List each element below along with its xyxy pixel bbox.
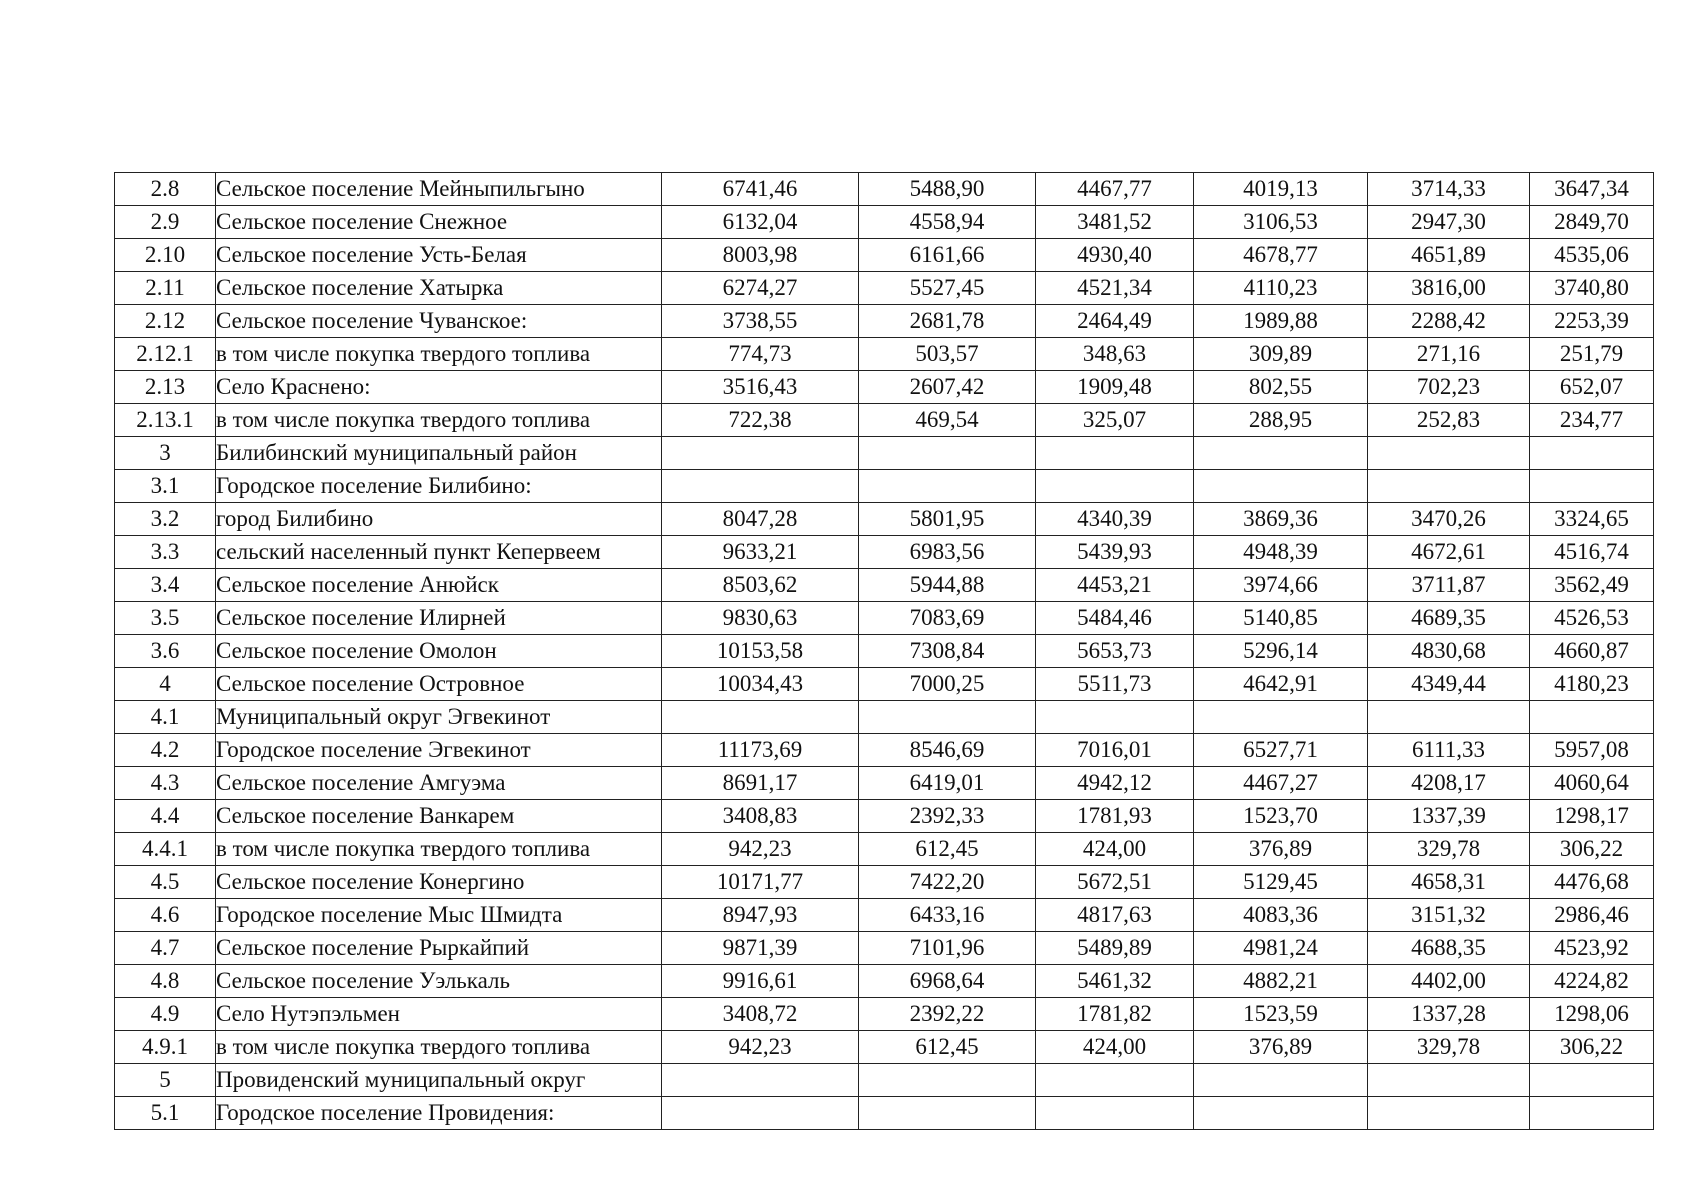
table-row: [115, 734, 1654, 767]
value-cell: 5672,51: [1036, 866, 1194, 899]
value-cell: 8047,28: [662, 503, 859, 536]
value-cell: 9871,39: [662, 932, 859, 965]
value-cell: 612,45: [859, 1031, 1036, 1064]
value-cell: 4060,64: [1530, 767, 1654, 800]
row-number: 3.4: [115, 569, 216, 602]
settlement-name: Сельское поселение Анюйск: [216, 569, 662, 602]
value-cell: 3481,52: [1036, 206, 1194, 239]
value-cell: 4476,68: [1530, 866, 1654, 899]
value-cell: [1368, 437, 1530, 470]
value-cell: 5944,88: [859, 569, 1036, 602]
value-cell: 942,23: [662, 1031, 859, 1064]
value-cell: 7308,84: [859, 635, 1036, 668]
settlement-name: Городское поселение Провидения:: [216, 1097, 662, 1130]
value-cell: [1194, 437, 1368, 470]
value-cell: 2464,49: [1036, 305, 1194, 338]
value-cell: [1194, 1097, 1368, 1130]
value-cell: 6161,66: [859, 239, 1036, 272]
value-cell: [859, 1064, 1036, 1097]
value-cell: 7000,25: [859, 668, 1036, 701]
value-cell: 6527,71: [1194, 734, 1368, 767]
settlement-name: Сельское поселение Ванкарем: [216, 800, 662, 833]
value-cell: 1298,06: [1530, 998, 1654, 1031]
value-cell: 7083,69: [859, 602, 1036, 635]
value-cell: [1530, 437, 1654, 470]
value-cell: 4651,89: [1368, 239, 1530, 272]
value-cell: 10153,58: [662, 635, 859, 668]
table-row: [115, 206, 1654, 239]
settlement-name: Село Краснено:: [216, 371, 662, 404]
value-cell: 4453,21: [1036, 569, 1194, 602]
value-cell: 329,78: [1368, 1031, 1530, 1064]
value-cell: 3562,49: [1530, 569, 1654, 602]
value-cell: 5801,95: [859, 503, 1036, 536]
settlement-name: Муниципальный округ Эгвекинот: [216, 701, 662, 734]
value-cell: 4830,68: [1368, 635, 1530, 668]
settlement-name: Сельское поселение Рыркайпий: [216, 932, 662, 965]
row-number: 4.9: [115, 998, 216, 1031]
value-cell: 774,73: [662, 338, 859, 371]
value-cell: 4930,40: [1036, 239, 1194, 272]
value-cell: 1781,93: [1036, 800, 1194, 833]
value-cell: 8503,62: [662, 569, 859, 602]
value-cell: 9916,61: [662, 965, 859, 998]
value-cell: [859, 437, 1036, 470]
value-cell: 2681,78: [859, 305, 1036, 338]
value-cell: 2288,42: [1368, 305, 1530, 338]
settlement-name: в том числе покупка твердого топлива: [216, 338, 662, 371]
value-cell: [1194, 470, 1368, 503]
value-cell: 3408,72: [662, 998, 859, 1031]
value-cell: 3974,66: [1194, 569, 1368, 602]
row-number: 4.5: [115, 866, 216, 899]
value-cell: 3408,83: [662, 800, 859, 833]
settlement-name: сельский населенный пункт Кепервеем: [216, 536, 662, 569]
table-row: [115, 965, 1654, 998]
value-cell: 4660,87: [1530, 635, 1654, 668]
row-number: 4.4.1: [115, 833, 216, 866]
table-row: [115, 998, 1654, 1031]
value-cell: 376,89: [1194, 833, 1368, 866]
value-cell: 652,07: [1530, 371, 1654, 404]
tariff-table: [114, 172, 1654, 1130]
value-cell: 1523,59: [1194, 998, 1368, 1031]
value-cell: 10034,43: [662, 668, 859, 701]
table-row: [115, 272, 1654, 305]
settlement-name: Городское поселение Мыс Шмидта: [216, 899, 662, 932]
value-cell: 234,77: [1530, 404, 1654, 437]
value-cell: 702,23: [1368, 371, 1530, 404]
value-cell: 6983,56: [859, 536, 1036, 569]
value-cell: 5140,85: [1194, 602, 1368, 635]
value-cell: 3816,00: [1368, 272, 1530, 305]
value-cell: [1036, 470, 1194, 503]
value-cell: 5484,46: [1036, 602, 1194, 635]
value-cell: 4642,91: [1194, 668, 1368, 701]
value-cell: 7016,01: [1036, 734, 1194, 767]
settlement-name: Сельское поселение Уэлькаль: [216, 965, 662, 998]
table-row: [115, 866, 1654, 899]
value-cell: 7101,96: [859, 932, 1036, 965]
settlement-name: Сельское поселение Омолон: [216, 635, 662, 668]
value-cell: 722,38: [662, 404, 859, 437]
value-cell: 5653,73: [1036, 635, 1194, 668]
value-cell: 5957,08: [1530, 734, 1654, 767]
value-cell: 424,00: [1036, 1031, 1194, 1064]
table-row: [115, 1064, 1654, 1097]
value-cell: [1368, 1097, 1530, 1130]
table-row: [115, 503, 1654, 536]
settlement-name: Сельское поселение Хатырка: [216, 272, 662, 305]
value-cell: 3647,34: [1530, 173, 1654, 206]
table-row: [115, 767, 1654, 800]
settlement-name: Сельское поселение Усть-Белая: [216, 239, 662, 272]
row-number: 4.7: [115, 932, 216, 965]
table-row: [115, 602, 1654, 635]
value-cell: 6132,04: [662, 206, 859, 239]
table-row: [115, 569, 1654, 602]
row-number: 2.12: [115, 305, 216, 338]
table-row: [115, 470, 1654, 503]
row-number: 2.10: [115, 239, 216, 272]
value-cell: [662, 1064, 859, 1097]
value-cell: 2253,39: [1530, 305, 1654, 338]
value-cell: 4349,44: [1368, 668, 1530, 701]
settlement-name: Провиденский муниципальный округ: [216, 1064, 662, 1097]
value-cell: 2849,70: [1530, 206, 1654, 239]
value-cell: 309,89: [1194, 338, 1368, 371]
table-row: [115, 239, 1654, 272]
value-cell: 2607,42: [859, 371, 1036, 404]
value-cell: 4526,53: [1530, 602, 1654, 635]
value-cell: [1194, 701, 1368, 734]
row-number: 4.9.1: [115, 1031, 216, 1064]
table-row: [115, 437, 1654, 470]
value-cell: 802,55: [1194, 371, 1368, 404]
value-cell: 7422,20: [859, 866, 1036, 899]
row-number: 3: [115, 437, 216, 470]
value-cell: 1298,17: [1530, 800, 1654, 833]
row-number: 3.2: [115, 503, 216, 536]
value-cell: 4224,82: [1530, 965, 1654, 998]
table-row: [115, 635, 1654, 668]
value-cell: 6433,16: [859, 899, 1036, 932]
row-number: 3.1: [115, 470, 216, 503]
value-cell: 6741,46: [662, 173, 859, 206]
value-cell: 5461,32: [1036, 965, 1194, 998]
value-cell: 329,78: [1368, 833, 1530, 866]
table-row: [115, 338, 1654, 371]
value-cell: 4516,74: [1530, 536, 1654, 569]
value-cell: 271,16: [1368, 338, 1530, 371]
value-cell: 3740,80: [1530, 272, 1654, 305]
value-cell: 6419,01: [859, 767, 1036, 800]
value-cell: 4019,13: [1194, 173, 1368, 206]
value-cell: [662, 701, 859, 734]
value-cell: 3869,36: [1194, 503, 1368, 536]
value-cell: 3516,43: [662, 371, 859, 404]
value-cell: 10171,77: [662, 866, 859, 899]
value-cell: 4340,39: [1036, 503, 1194, 536]
row-number: 2.8: [115, 173, 216, 206]
row-number: 2.9: [115, 206, 216, 239]
value-cell: [1036, 437, 1194, 470]
value-cell: 3738,55: [662, 305, 859, 338]
value-cell: 4521,34: [1036, 272, 1194, 305]
value-cell: 3151,32: [1368, 899, 1530, 932]
value-cell: 4672,61: [1368, 536, 1530, 569]
value-cell: 4558,94: [859, 206, 1036, 239]
settlement-name: в том числе покупка твердого топлива: [216, 833, 662, 866]
value-cell: [1368, 470, 1530, 503]
value-cell: 325,07: [1036, 404, 1194, 437]
table-row: [115, 800, 1654, 833]
settlement-name: город Билибино: [216, 503, 662, 536]
value-cell: 6968,64: [859, 965, 1036, 998]
value-cell: 942,23: [662, 833, 859, 866]
value-cell: 3324,65: [1530, 503, 1654, 536]
value-cell: 8691,17: [662, 767, 859, 800]
value-cell: [1194, 1064, 1368, 1097]
value-cell: 376,89: [1194, 1031, 1368, 1064]
table-row: [115, 1097, 1654, 1130]
table-row: [115, 701, 1654, 734]
value-cell: 306,22: [1530, 1031, 1654, 1064]
value-cell: [662, 1097, 859, 1130]
value-cell: 424,00: [1036, 833, 1194, 866]
value-cell: 306,22: [1530, 833, 1654, 866]
settlement-name: в том числе покупка твердого топлива: [216, 404, 662, 437]
value-cell: 8546,69: [859, 734, 1036, 767]
row-number: 4.3: [115, 767, 216, 800]
value-cell: 4658,31: [1368, 866, 1530, 899]
row-number: 5.1: [115, 1097, 216, 1130]
value-cell: 2947,30: [1368, 206, 1530, 239]
settlement-name: Сельское поселение Чуванское:: [216, 305, 662, 338]
row-number: 4.2: [115, 734, 216, 767]
value-cell: 4402,00: [1368, 965, 1530, 998]
value-cell: 4948,39: [1194, 536, 1368, 569]
value-cell: 348,63: [1036, 338, 1194, 371]
value-cell: 4942,12: [1036, 767, 1194, 800]
value-cell: [859, 470, 1036, 503]
table-row: [115, 305, 1654, 338]
row-number: 2.13: [115, 371, 216, 404]
value-cell: 4467,27: [1194, 767, 1368, 800]
value-cell: 2392,33: [859, 800, 1036, 833]
value-cell: 2986,46: [1530, 899, 1654, 932]
value-cell: 1337,39: [1368, 800, 1530, 833]
value-cell: 5296,14: [1194, 635, 1368, 668]
value-cell: 4535,06: [1530, 239, 1654, 272]
row-number: 2.11: [115, 272, 216, 305]
value-cell: [859, 701, 1036, 734]
row-number: 3.3: [115, 536, 216, 569]
value-cell: 6111,33: [1368, 734, 1530, 767]
value-cell: [859, 1097, 1036, 1130]
value-cell: 469,54: [859, 404, 1036, 437]
table-row: [115, 833, 1654, 866]
value-cell: 2392,22: [859, 998, 1036, 1031]
value-cell: 6274,27: [662, 272, 859, 305]
value-cell: 3106,53: [1194, 206, 1368, 239]
value-cell: 252,83: [1368, 404, 1530, 437]
table-row: [115, 1031, 1654, 1064]
value-cell: 11173,69: [662, 734, 859, 767]
table-row: [115, 899, 1654, 932]
value-cell: 1337,28: [1368, 998, 1530, 1031]
settlement-name: Сельское поселение Амгуэма: [216, 767, 662, 800]
value-cell: 5488,90: [859, 173, 1036, 206]
value-cell: 4180,23: [1530, 668, 1654, 701]
value-cell: 3714,33: [1368, 173, 1530, 206]
row-number: 4.1: [115, 701, 216, 734]
settlement-name: Городское поселение Билибино:: [216, 470, 662, 503]
value-cell: 288,95: [1194, 404, 1368, 437]
value-cell: 4981,24: [1194, 932, 1368, 965]
value-cell: 9633,21: [662, 536, 859, 569]
table-row: [115, 536, 1654, 569]
row-number: 4.4: [115, 800, 216, 833]
value-cell: 5439,93: [1036, 536, 1194, 569]
row-number: 3.5: [115, 602, 216, 635]
value-cell: 1781,82: [1036, 998, 1194, 1031]
value-cell: 4688,35: [1368, 932, 1530, 965]
settlement-name: Городское поселение Эгвекинот: [216, 734, 662, 767]
settlement-name: Сельское поселение Конергино: [216, 866, 662, 899]
value-cell: 251,79: [1530, 338, 1654, 371]
value-cell: [1036, 1064, 1194, 1097]
value-cell: 8947,93: [662, 899, 859, 932]
value-cell: 5527,45: [859, 272, 1036, 305]
value-cell: 5129,45: [1194, 866, 1368, 899]
settlement-name: Село Нутэпэльмен: [216, 998, 662, 1031]
row-number: 2.13.1: [115, 404, 216, 437]
value-cell: 9830,63: [662, 602, 859, 635]
value-cell: 4678,77: [1194, 239, 1368, 272]
value-cell: 3470,26: [1368, 503, 1530, 536]
table-row: [115, 371, 1654, 404]
table-row: [115, 668, 1654, 701]
value-cell: [1530, 1064, 1654, 1097]
value-cell: [662, 437, 859, 470]
value-cell: 4817,63: [1036, 899, 1194, 932]
row-number: 5: [115, 1064, 216, 1097]
value-cell: 1909,48: [1036, 371, 1194, 404]
row-number: 2.12.1: [115, 338, 216, 371]
row-number: 4: [115, 668, 216, 701]
table-row: [115, 932, 1654, 965]
table-body: [115, 173, 1654, 1130]
value-cell: [1368, 701, 1530, 734]
value-cell: [1530, 701, 1654, 734]
row-number: 4.6: [115, 899, 216, 932]
value-cell: 3711,87: [1368, 569, 1530, 602]
value-cell: 5489,89: [1036, 932, 1194, 965]
value-cell: 4110,23: [1194, 272, 1368, 305]
settlement-name: Сельское поселение Илирней: [216, 602, 662, 635]
table-row: [115, 404, 1654, 437]
row-number: 4.8: [115, 965, 216, 998]
value-cell: [1368, 1064, 1530, 1097]
settlement-name: Сельское поселение Мейныпильгыно: [216, 173, 662, 206]
value-cell: [1530, 1097, 1654, 1130]
value-cell: 503,57: [859, 338, 1036, 371]
settlement-name: Сельское поселение Снежное: [216, 206, 662, 239]
value-cell: 4467,77: [1036, 173, 1194, 206]
value-cell: [1530, 470, 1654, 503]
row-number: 3.6: [115, 635, 216, 668]
value-cell: 8003,98: [662, 239, 859, 272]
value-cell: 612,45: [859, 833, 1036, 866]
table-row: [115, 173, 1654, 206]
value-cell: 1989,88: [1194, 305, 1368, 338]
value-cell: [1036, 701, 1194, 734]
value-cell: [662, 470, 859, 503]
value-cell: 4882,21: [1194, 965, 1368, 998]
settlement-name: в том числе покупка твердого топлива: [216, 1031, 662, 1064]
value-cell: 5511,73: [1036, 668, 1194, 701]
settlement-name: Сельское поселение Островное: [216, 668, 662, 701]
settlement-name: Билибинский муниципальный район: [216, 437, 662, 470]
value-cell: 1523,70: [1194, 800, 1368, 833]
value-cell: 4083,36: [1194, 899, 1368, 932]
value-cell: 4523,92: [1530, 932, 1654, 965]
value-cell: 4689,35: [1368, 602, 1530, 635]
value-cell: [1036, 1097, 1194, 1130]
value-cell: 4208,17: [1368, 767, 1530, 800]
